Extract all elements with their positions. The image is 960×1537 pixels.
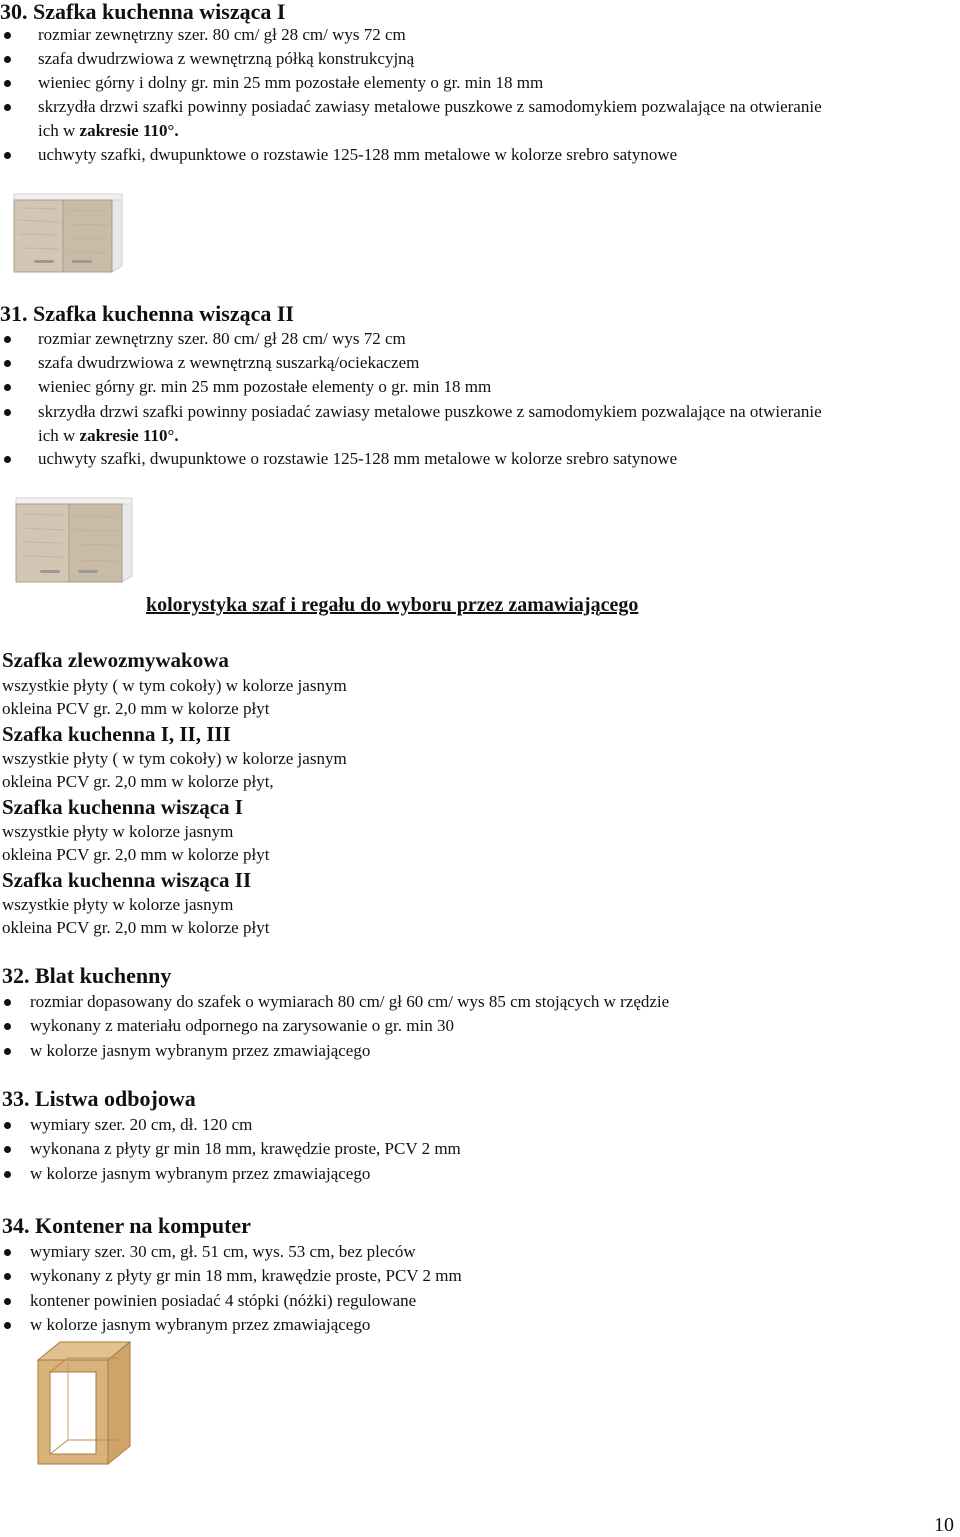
color-spec-title: Szafka kuchenna wisząca I [2, 795, 243, 819]
wall-cabinet-image [12, 190, 124, 274]
color-spec-line: okleina PCV gr. 2,0 mm w kolorze płyt, [2, 772, 274, 791]
bullet-icon [4, 456, 11, 463]
wall-cabinet-image [14, 494, 134, 586]
section-32-title: 32. Blat kuchenny [2, 963, 172, 988]
list-item-continuation: ich w zakresie 110°. [38, 121, 179, 140]
color-spec-title: Szafka kuchenna I, II, III [2, 722, 231, 746]
colors-heading: kolorystyka szaf i regału do wyboru przez zamawiającego [146, 594, 639, 616]
bullet-icon [4, 336, 11, 343]
bullet-icon [4, 152, 11, 159]
color-spec-line: wszystkie płyty ( w tym cokoły) w kolorze jasnym [2, 676, 347, 695]
bullet-icon [4, 1122, 11, 1129]
color-spec-line: okleina PCV gr. 2,0 mm w kolorze płyt [2, 918, 270, 937]
bullet-icon [4, 1171, 11, 1178]
section-31-title: 31. Szafka kuchenna wisząca II [0, 301, 294, 326]
bullet-icon [4, 1273, 11, 1280]
computer-container-image [34, 1340, 134, 1466]
bullet-icon [4, 384, 11, 391]
section-30-title: 30. Szafka kuchenna wisząca I [0, 0, 286, 24]
color-spec-line: okleina PCV gr. 2,0 mm w kolorze płyt [2, 845, 270, 864]
bullet-icon [4, 80, 11, 87]
bullet-icon [4, 999, 11, 1006]
color-spec-line: okleina PCV gr. 2,0 mm w kolorze płyt [2, 699, 270, 718]
bullet-icon [4, 360, 11, 367]
bullet-icon [4, 56, 11, 63]
color-spec-line: wszystkie płyty w kolorze jasnym [2, 895, 234, 914]
bullet-icon [4, 1146, 11, 1153]
color-spec-title: Szafka kuchenna wisząca II [2, 868, 252, 892]
color-spec-title: Szafka zlewozmywakowa [2, 648, 229, 672]
bullet-icon [4, 1023, 11, 1030]
color-spec-line: wszystkie płyty w kolorze jasnym [2, 822, 234, 841]
bullet-icon [4, 1298, 11, 1305]
bullet-icon [4, 104, 11, 111]
page-number: 10 [934, 1514, 954, 1536]
bullet-icon [4, 32, 11, 39]
color-spec-line: wszystkie płyty ( w tym cokoły) w kolorze jasnym [2, 749, 347, 768]
bullet-icon [4, 409, 11, 416]
section-33-title: 33. Listwa odbojowa [2, 1086, 196, 1111]
bullet-icon [4, 1048, 11, 1055]
section-34-title: 34. Kontener na komputer [2, 1213, 251, 1238]
list-item-continuation: ich w zakresie 110°. [38, 426, 179, 445]
bullet-icon [4, 1249, 11, 1256]
bullet-icon [4, 1322, 11, 1329]
